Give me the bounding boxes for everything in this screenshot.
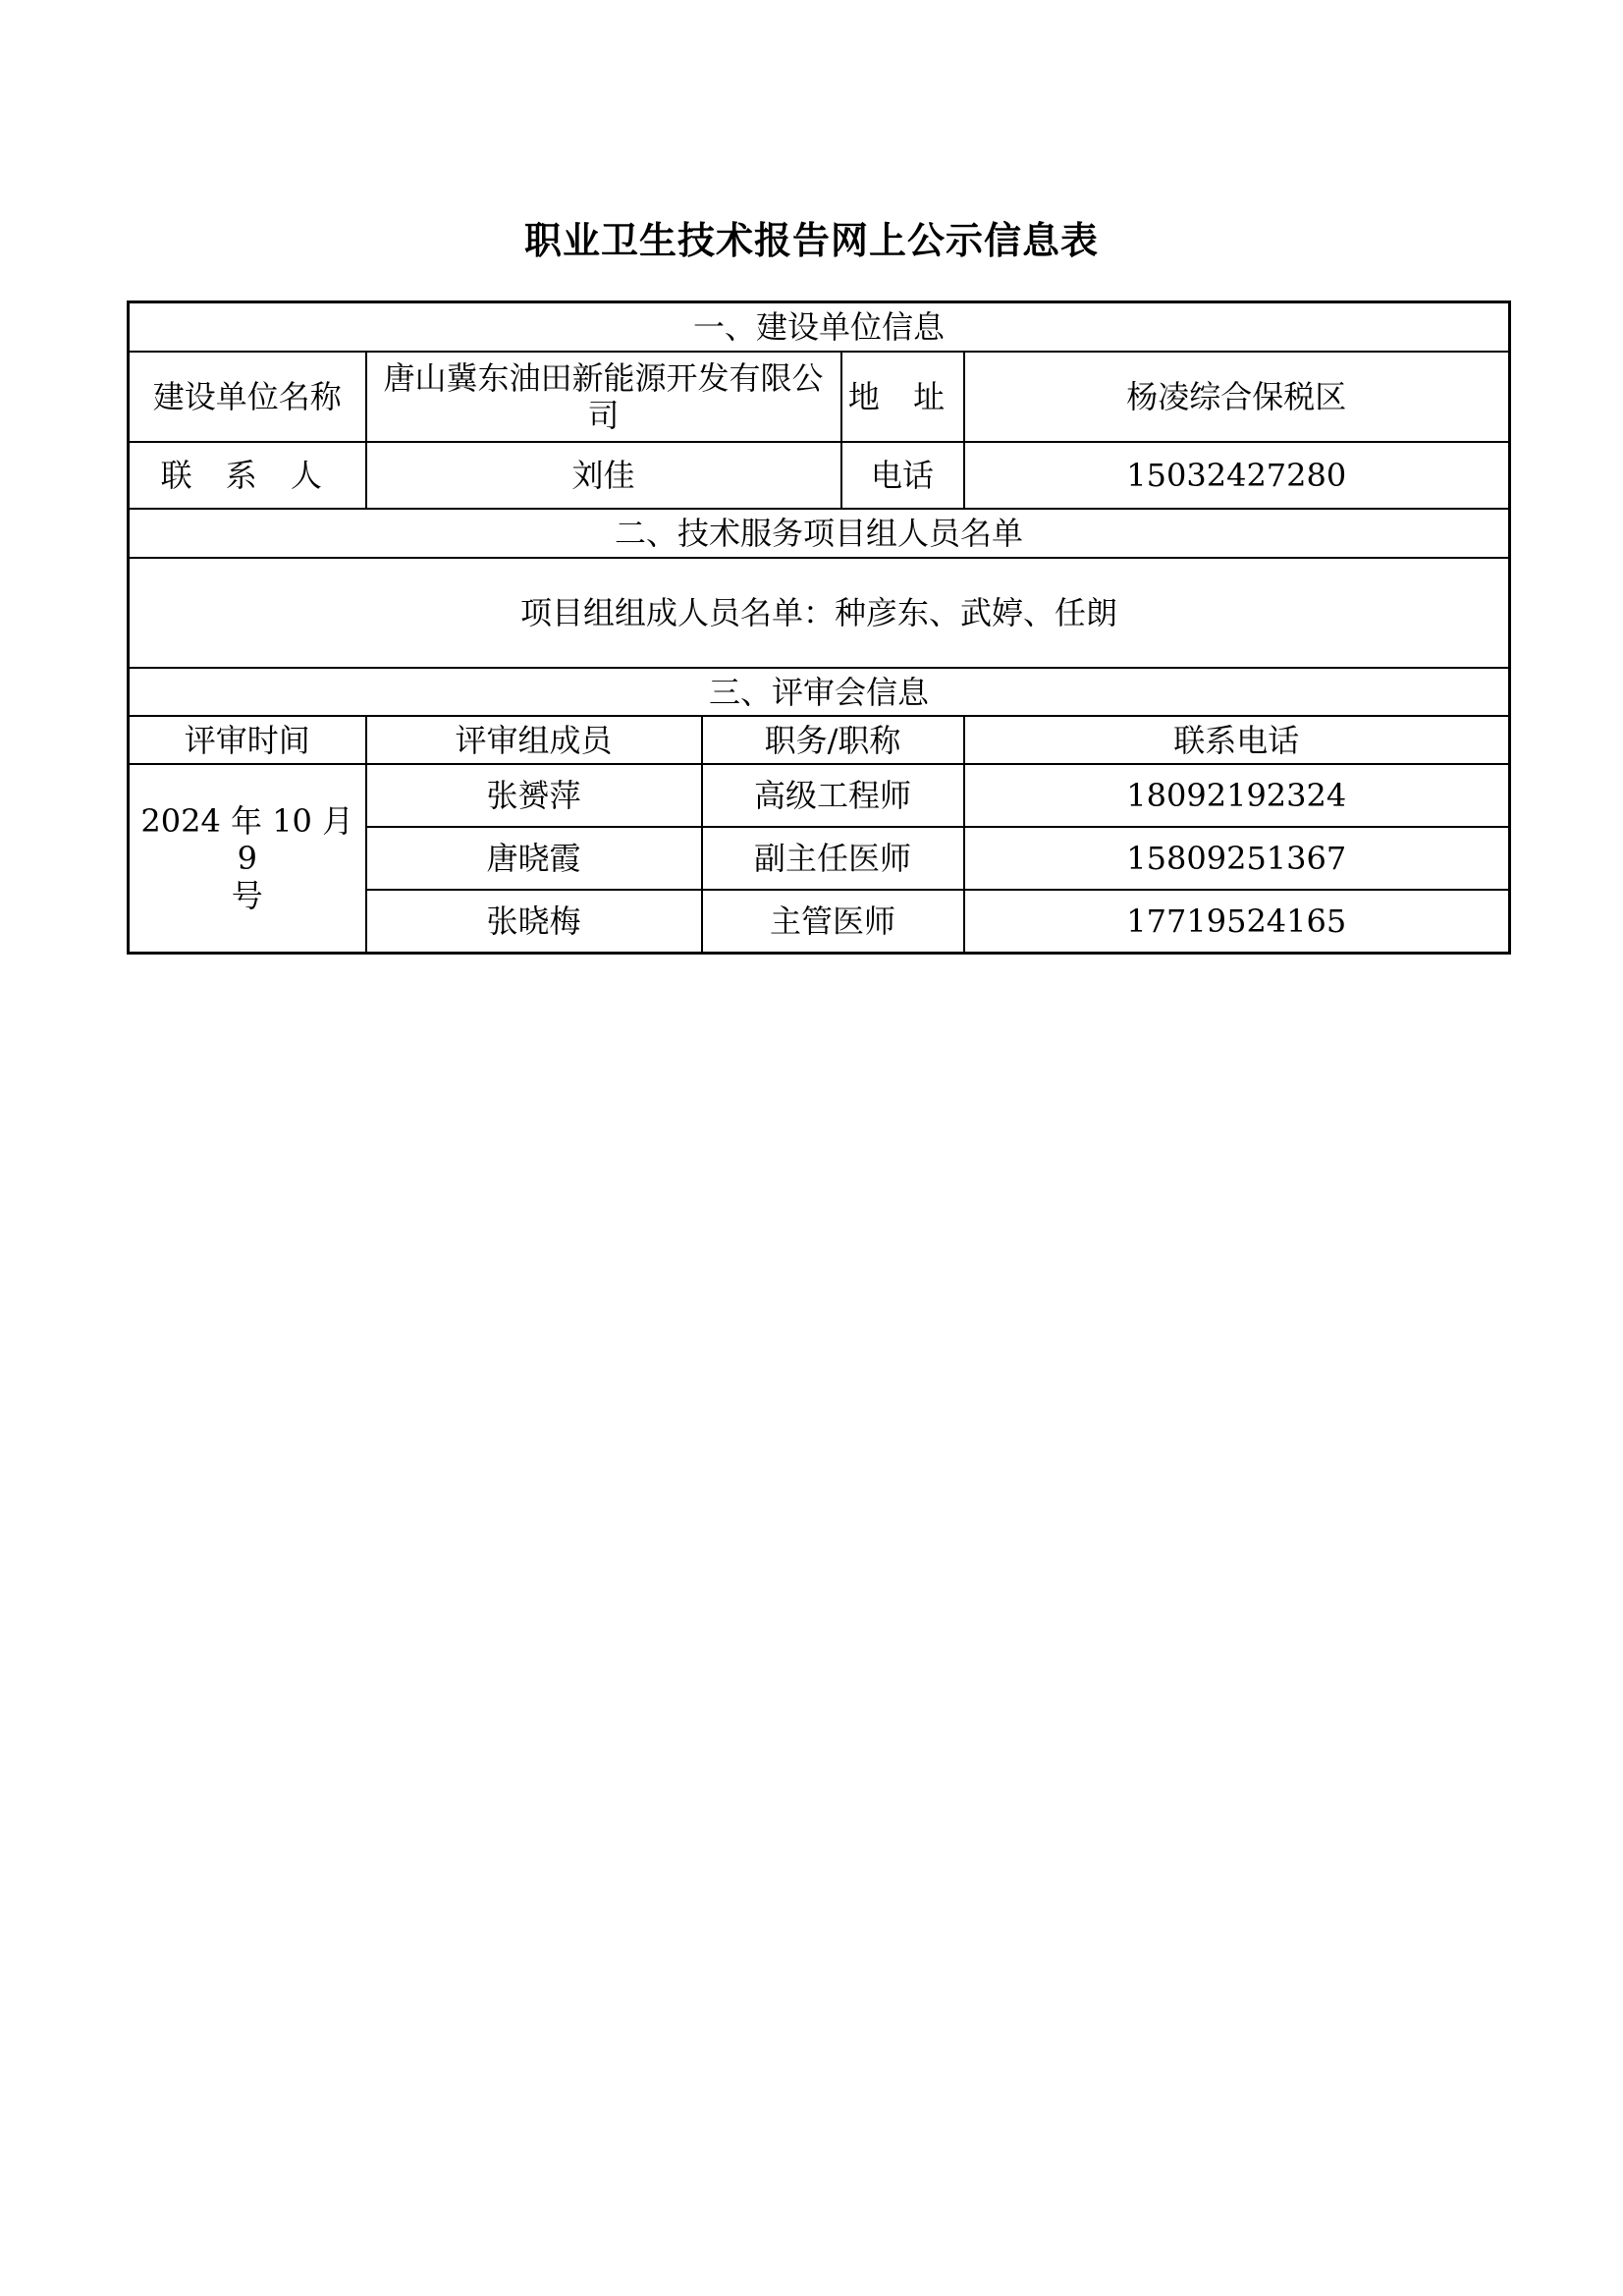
section1-header-row	[129, 302, 1510, 353]
document-title: 职业卫生技术报告网上公示信息表	[523, 218, 1099, 262]
section2-header-row	[129, 509, 1510, 558]
phone-label: 电话	[841, 442, 964, 509]
reviewer-name: 张晓梅	[366, 890, 702, 954]
reviewer-title: 主管医师	[702, 890, 964, 954]
address-value: 杨凌综合保税区	[964, 352, 1510, 442]
project-members: 项目组组成人员名单：种彦东、武婷、任朗	[129, 558, 1510, 668]
column-header-phone: 联系电话	[964, 716, 1510, 764]
contact-value: 刘佳	[366, 442, 841, 509]
disclosure-table	[127, 301, 1511, 955]
members-row	[129, 558, 1510, 668]
reviewer-name: 张赟萍	[366, 764, 702, 827]
reviewer-phone: 17719524165	[964, 890, 1510, 954]
section2-heading: 二、技术服务项目组人员名单	[129, 509, 1510, 558]
reviewer-title: 高级工程师	[702, 764, 964, 827]
unit-name-label: 建设单位名称	[129, 352, 366, 442]
unit-name-value	[366, 352, 841, 442]
contact-row	[129, 442, 1510, 509]
contact-label: 联 系 人	[129, 442, 366, 509]
column-header-reviewer: 评审组成员	[366, 716, 702, 764]
review-date-line1: 2024 年 10 月 9	[140, 802, 354, 877]
unit-name-line1: 唐山冀东油田新能源开发有限公	[383, 359, 824, 397]
unit-info-row	[129, 352, 1510, 442]
review-column-header-row	[129, 716, 1510, 764]
reviewer-name: 唐晓霞	[366, 827, 702, 890]
column-header-title: 职务/职称	[702, 716, 964, 764]
column-header-review-time: 评审时间	[129, 716, 366, 764]
address-label: 地 址	[841, 352, 964, 442]
section1-heading: 一、建设单位信息	[129, 302, 1510, 353]
unit-name-line2: 司	[587, 397, 620, 434]
reviewer-phone: 15809251367	[964, 827, 1510, 890]
review-date-line2: 号	[231, 877, 263, 914]
reviewer-title: 副主任医师	[702, 827, 964, 890]
review-date	[129, 764, 366, 954]
table-row	[129, 764, 1510, 827]
phone-value: 15032427280	[964, 442, 1510, 509]
section3-header-row	[129, 668, 1510, 716]
reviewer-phone: 18092192324	[964, 764, 1510, 827]
section3-heading: 三、评审会信息	[129, 668, 1510, 716]
